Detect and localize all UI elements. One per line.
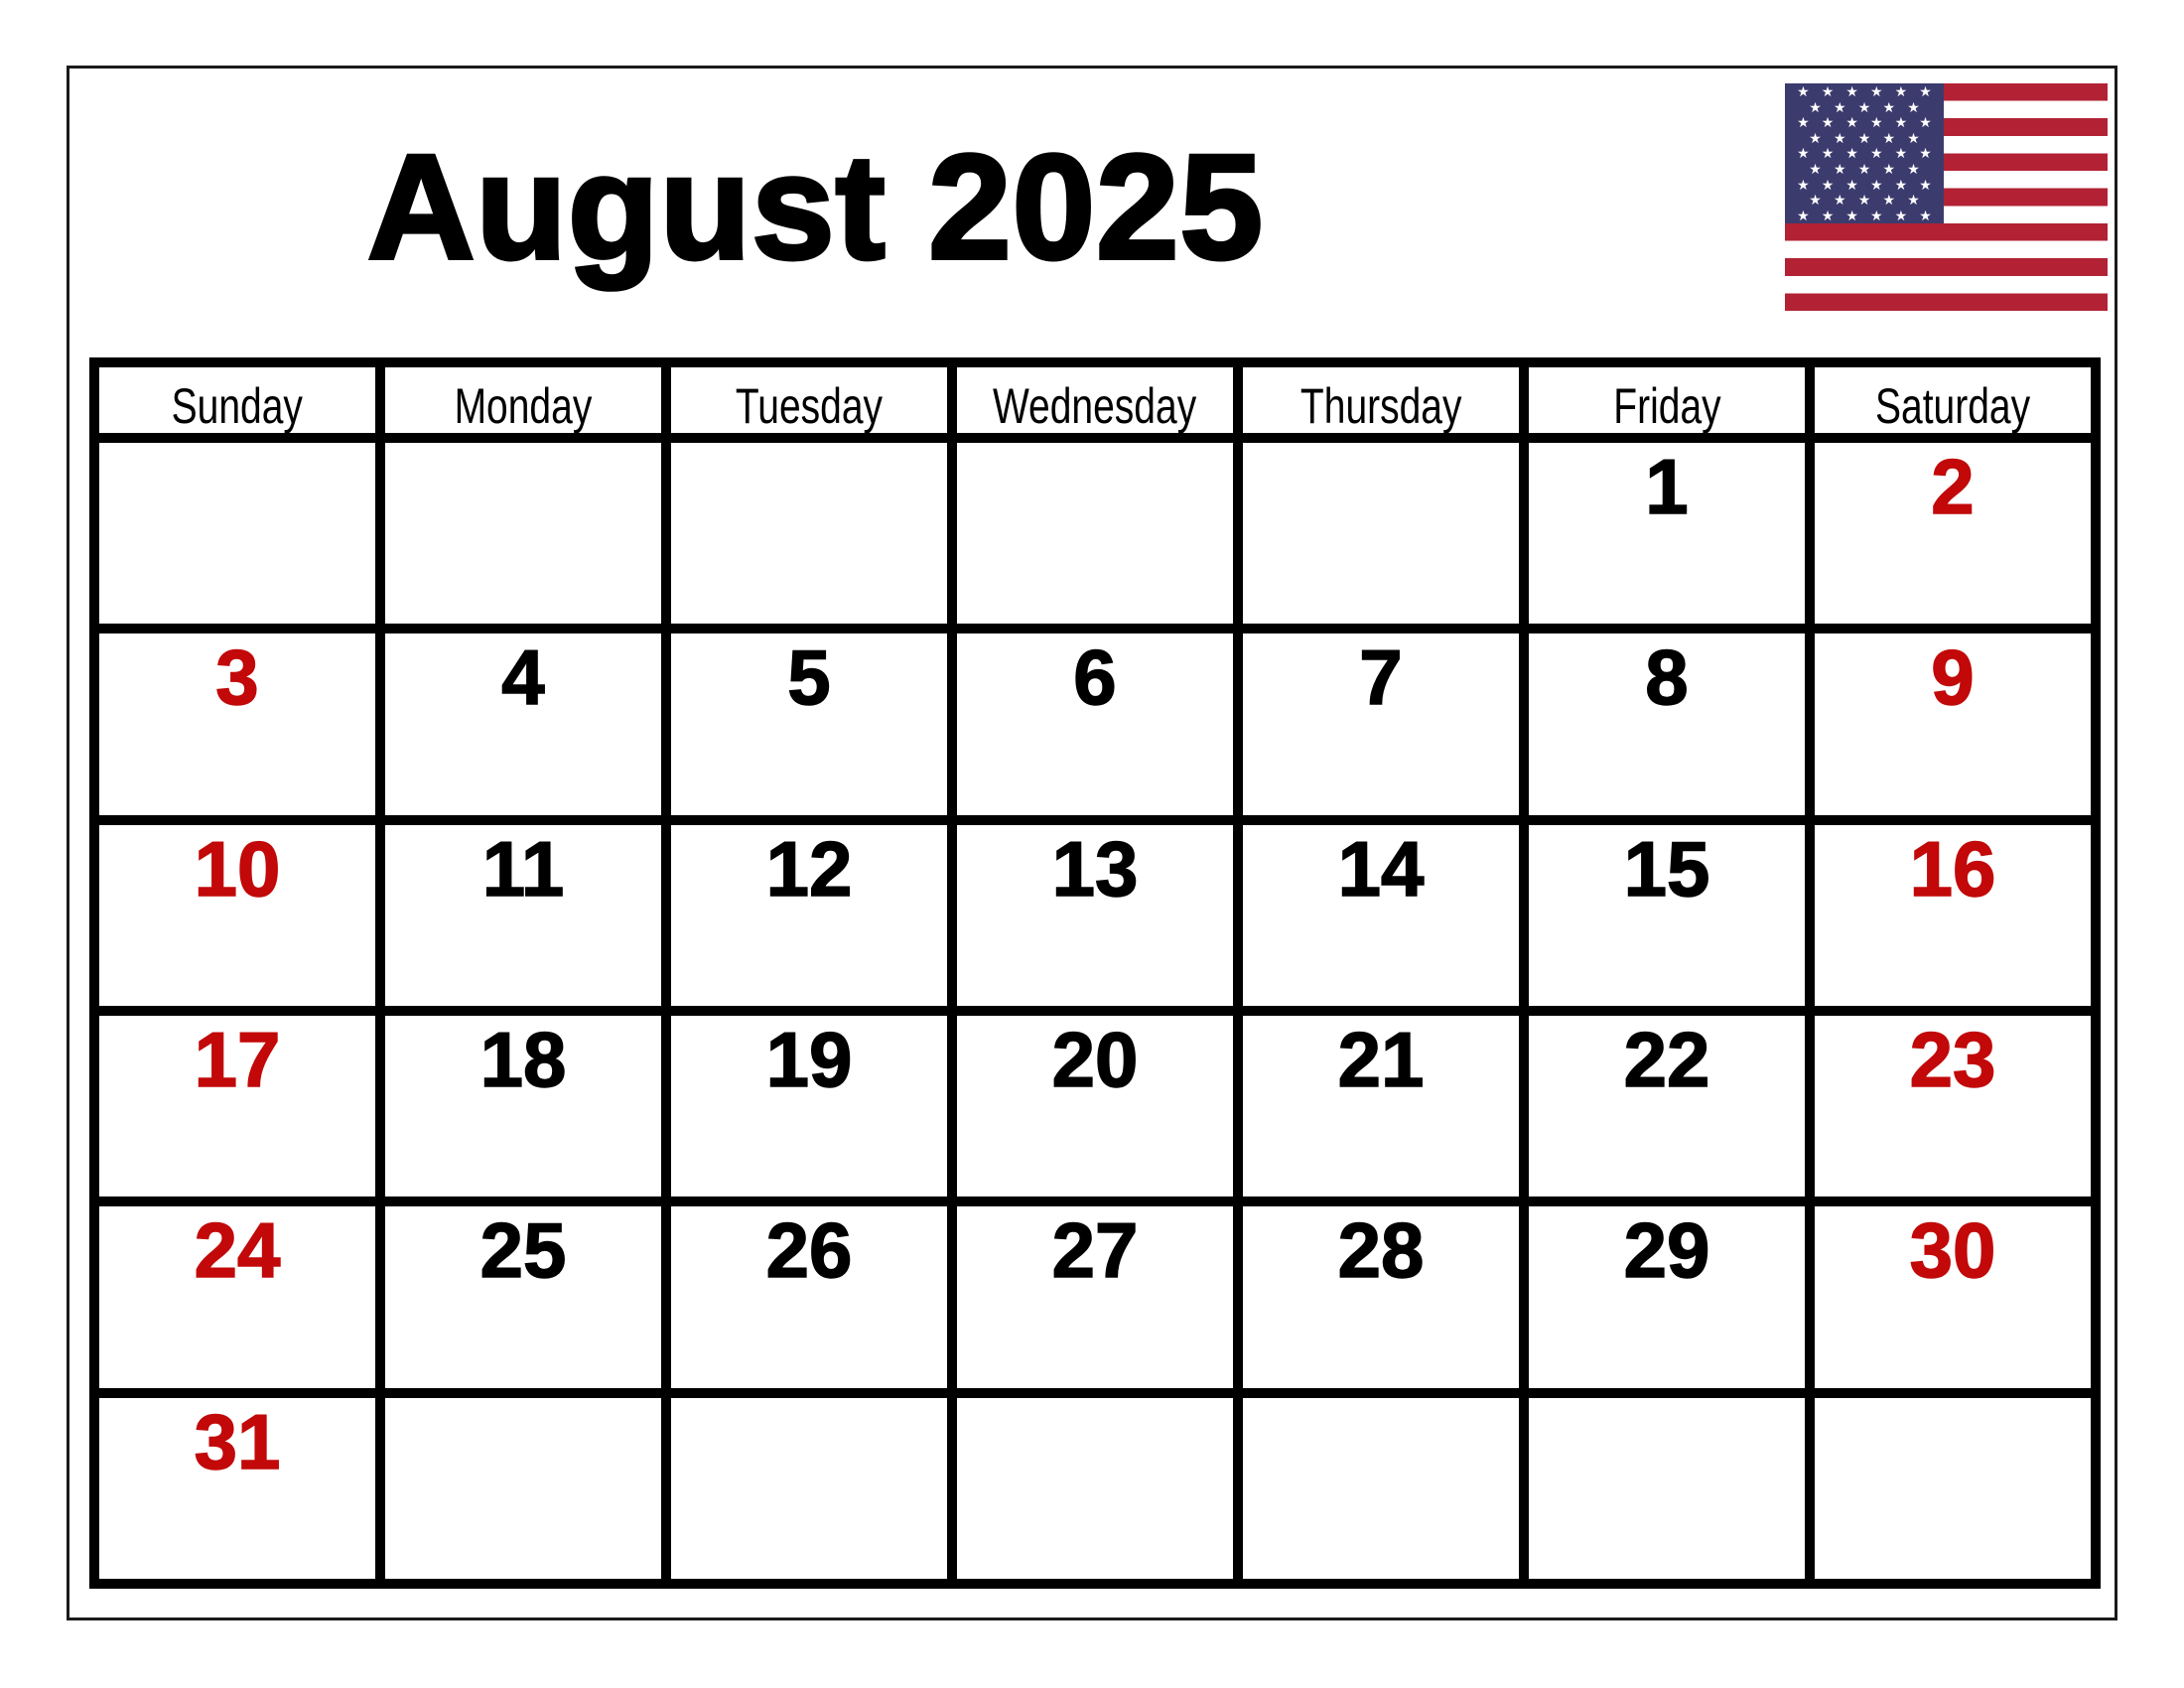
star-icon: ★ — [1833, 192, 1846, 209]
star-icon: ★ — [1907, 161, 1920, 178]
date-cell-20 — [957, 1016, 1233, 1196]
flag-star-row — [1785, 99, 1944, 114]
flag-star-row — [1785, 146, 1944, 161]
date-cell-11 — [385, 825, 661, 1006]
weekday-header-label: Saturday — [1874, 378, 2031, 433]
date-cell-1 — [1529, 443, 1805, 624]
date-number: 6 — [1073, 633, 1117, 722]
date-number: 24 — [194, 1206, 281, 1295]
star-icon: ★ — [1919, 176, 1932, 193]
date-cell-25 — [385, 1206, 661, 1387]
star-icon: ★ — [1821, 114, 1835, 131]
star-icon: ★ — [1809, 129, 1822, 146]
star-icon: ★ — [1882, 161, 1895, 178]
star-icon: ★ — [1821, 145, 1835, 162]
star-icon: ★ — [1894, 83, 1908, 100]
star-icon: ★ — [1845, 114, 1858, 131]
flag-star-row — [1785, 84, 1944, 99]
date-number: 12 — [765, 824, 853, 913]
star-icon: ★ — [1894, 114, 1908, 131]
star-icon: ★ — [1857, 129, 1871, 146]
star-icon: ★ — [1797, 83, 1810, 100]
date-number: 26 — [765, 1206, 853, 1295]
flag-star-row — [1785, 115, 1944, 130]
star-icon: ★ — [1797, 114, 1810, 131]
date-number: 18 — [479, 1015, 567, 1103]
star-icon: ★ — [1797, 207, 1810, 223]
us-flag-icon — [1785, 83, 2108, 311]
date-cell-31 — [99, 1398, 375, 1579]
date-number: 11 — [481, 824, 565, 913]
date-number: 21 — [1337, 1015, 1425, 1103]
date-number: 10 — [194, 824, 281, 913]
star-icon: ★ — [1833, 129, 1846, 146]
date-number: 5 — [787, 633, 831, 722]
star-icon: ★ — [1907, 192, 1920, 209]
date-cell-9 — [1815, 633, 2091, 814]
date-cell-empty — [385, 1398, 661, 1579]
date-cell-30 — [1815, 1206, 2091, 1387]
star-icon: ★ — [1833, 98, 1846, 115]
star-icon: ★ — [1857, 161, 1871, 178]
date-cell-29 — [1529, 1206, 1805, 1387]
star-icon: ★ — [1809, 98, 1822, 115]
date-number: 20 — [1051, 1015, 1139, 1103]
star-icon: ★ — [1845, 83, 1858, 100]
date-cell-12 — [671, 825, 947, 1006]
date-number: 7 — [1359, 633, 1403, 722]
date-cell-26 — [671, 1206, 947, 1387]
weekday-header-label: Monday — [454, 378, 593, 433]
date-cell-4 — [385, 633, 661, 814]
date-number: 28 — [1337, 1206, 1425, 1295]
date-number: 9 — [1931, 633, 1975, 722]
star-icon: ★ — [1870, 145, 1883, 162]
date-number: 3 — [215, 633, 259, 722]
date-cell-22 — [1529, 1016, 1805, 1196]
date-cell-13 — [957, 825, 1233, 1006]
date-number: 16 — [1909, 824, 1996, 913]
date-number: 15 — [1623, 824, 1710, 913]
date-cell-16 — [1815, 825, 2091, 1006]
weekday-header-label: Sunday — [171, 378, 304, 433]
star-icon: ★ — [1894, 176, 1908, 193]
weekday-header-monday — [385, 367, 661, 433]
weekday-header-label: Wednesday — [993, 378, 1197, 433]
star-icon: ★ — [1870, 83, 1883, 100]
star-icon: ★ — [1882, 129, 1895, 146]
date-number: 2 — [1931, 443, 1975, 530]
date-cell-5 — [671, 633, 947, 814]
date-cell-empty — [957, 1398, 1233, 1579]
date-cell-empty — [671, 1398, 947, 1579]
date-cell-23 — [1815, 1016, 2091, 1196]
star-icon: ★ — [1919, 114, 1932, 131]
date-number: 19 — [765, 1015, 853, 1103]
weekday-header-thursday — [1243, 367, 1519, 433]
flag-star-row — [1785, 162, 1944, 177]
star-icon: ★ — [1833, 161, 1846, 178]
flag-star-row — [1785, 208, 1944, 222]
star-icon: ★ — [1797, 145, 1810, 162]
date-number: 8 — [1645, 633, 1689, 722]
date-cell-14 — [1243, 825, 1519, 1006]
star-icon: ★ — [1857, 192, 1871, 209]
date-cell-2 — [1815, 443, 2091, 624]
weekday-header-label: Tuesday — [735, 378, 884, 433]
date-cell-8 — [1529, 633, 1805, 814]
date-number: 25 — [479, 1206, 567, 1295]
date-number: 14 — [1337, 824, 1425, 913]
star-icon: ★ — [1894, 207, 1908, 223]
page-title: August 2025 — [367, 123, 1264, 290]
star-icon: ★ — [1919, 145, 1932, 162]
star-icon: ★ — [1919, 83, 1932, 100]
weekday-header-sunday — [99, 367, 375, 433]
date-number: 27 — [1051, 1206, 1139, 1295]
date-number: 17 — [194, 1015, 281, 1103]
star-icon: ★ — [1870, 207, 1883, 223]
star-icon: ★ — [1907, 98, 1920, 115]
date-cell-6 — [957, 633, 1233, 814]
star-icon: ★ — [1894, 145, 1908, 162]
date-cell-28 — [1243, 1206, 1519, 1387]
weekday-header-label: Thursday — [1299, 378, 1462, 433]
date-cell-empty — [1243, 1398, 1519, 1579]
star-icon: ★ — [1845, 145, 1858, 162]
date-cell-empty — [385, 443, 661, 624]
date-cell-27 — [957, 1206, 1233, 1387]
date-cell-17 — [99, 1016, 375, 1196]
weekday-header-wednesday — [957, 367, 1233, 433]
star-icon: ★ — [1821, 176, 1835, 193]
star-icon: ★ — [1821, 83, 1835, 100]
date-number: 30 — [1909, 1206, 1996, 1295]
star-icon: ★ — [1845, 176, 1858, 193]
date-cell-empty — [671, 443, 947, 624]
star-icon: ★ — [1907, 129, 1920, 146]
date-cell-24 — [99, 1206, 375, 1387]
date-cell-19 — [671, 1016, 947, 1196]
weekday-header-friday — [1529, 367, 1805, 433]
star-icon: ★ — [1797, 176, 1810, 193]
date-cell-empty — [1815, 1398, 2091, 1579]
weekday-header-saturday — [1815, 367, 2091, 433]
date-number: 29 — [1623, 1206, 1710, 1295]
date-cell-empty — [1529, 1398, 1805, 1579]
star-icon: ★ — [1809, 192, 1822, 209]
weekday-header-label: Friday — [1612, 378, 1721, 433]
date-cell-empty — [957, 443, 1233, 624]
date-cell-empty — [1243, 443, 1519, 624]
date-cell-21 — [1243, 1016, 1519, 1196]
date-number: 4 — [501, 633, 545, 722]
flag-canton — [1785, 83, 1944, 223]
star-icon: ★ — [1870, 176, 1883, 193]
star-icon: ★ — [1919, 207, 1932, 223]
star-icon: ★ — [1882, 98, 1895, 115]
date-cell-3 — [99, 633, 375, 814]
flag-star-row — [1785, 177, 1944, 192]
star-icon: ★ — [1870, 114, 1883, 131]
date-number: 31 — [194, 1397, 281, 1485]
date-number: 1 — [1645, 443, 1689, 530]
weekday-header-tuesday — [671, 367, 947, 433]
star-icon: ★ — [1845, 207, 1858, 223]
date-cell-empty — [99, 443, 375, 624]
date-number: 13 — [1051, 824, 1139, 913]
star-icon: ★ — [1857, 98, 1871, 115]
flag-star-row — [1785, 193, 1944, 208]
date-number: 22 — [1623, 1015, 1710, 1103]
star-icon: ★ — [1821, 207, 1835, 223]
calendar-grid — [89, 357, 2101, 1589]
date-cell-7 — [1243, 633, 1519, 814]
date-cell-18 — [385, 1016, 661, 1196]
date-cell-10 — [99, 825, 375, 1006]
flag-star-row — [1785, 130, 1944, 145]
date-cell-15 — [1529, 825, 1805, 1006]
star-icon: ★ — [1882, 192, 1895, 209]
star-icon: ★ — [1809, 161, 1822, 178]
date-number: 23 — [1909, 1015, 1996, 1103]
